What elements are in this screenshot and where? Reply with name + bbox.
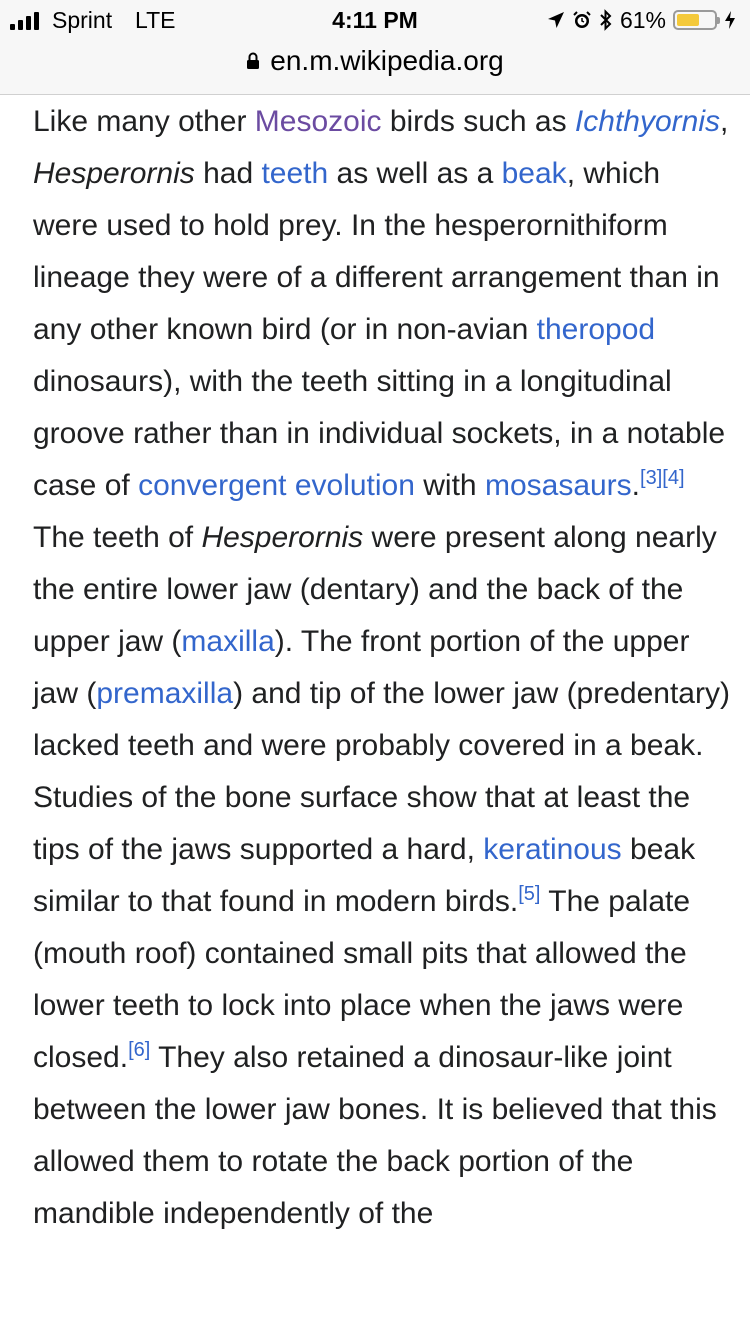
citation-ref	[518, 883, 540, 905]
link-convergent-evolution[interactable]: convergent evolution	[138, 469, 415, 502]
location-arrow-icon	[547, 11, 565, 29]
link-teeth[interactable]: teeth	[261, 157, 329, 190]
text-span: The teeth of	[33, 521, 202, 554]
url-text[interactable]: en.m.wikipedia.org	[270, 45, 504, 76]
link-keratinous[interactable]: keratinous	[483, 833, 622, 866]
link-mosasaurs[interactable]: mosasaurs	[484, 469, 632, 502]
text-span: beak similar to that found in modern birds.	[33, 833, 696, 918]
text-span: They also retained a dinosaur-like joint between the lower jaw bones. It is believed that this allowed them to rotate the back portion of the mandible independently of the	[33, 1041, 717, 1230]
address-bar[interactable]	[0, 40, 750, 82]
text-span: ,	[720, 105, 729, 138]
link-ichthyornis[interactable]: Ichthyornis	[574, 105, 720, 138]
text-span: .	[631, 469, 641, 502]
link-theropod[interactable]: theropod	[536, 313, 656, 346]
status-time: 4:11 PM	[332, 7, 418, 33]
network-type: LTE	[135, 7, 176, 33]
text-span: as well as a	[328, 157, 502, 190]
text-span: ). The front portion of the upper jaw (	[33, 625, 690, 710]
charging-bolt-icon	[724, 10, 736, 30]
battery-level-fill	[677, 14, 699, 26]
italic-hesperornis: Hesperornis	[33, 157, 195, 190]
link-premaxilla[interactable]: premaxilla	[96, 677, 234, 710]
text-span: with	[414, 469, 485, 502]
citation-ref	[128, 1039, 150, 1061]
status-icons	[547, 6, 736, 34]
lock-icon	[246, 52, 260, 70]
text-span: ) and tip of the lower jaw (predentary) lacked teeth and were probably covered in a beak. Studies of the bone surface show that at least the tips of the jaws supported a hard,	[33, 677, 730, 866]
text-span: The palate (mouth roof) contained small pits that allowed the lower teeth to lock into place when the jaws were closed.	[33, 885, 691, 1074]
bluetooth-icon	[599, 9, 613, 31]
citation-link-3[interactable]: [3]	[640, 467, 663, 489]
text-span: were present along nearly the entire lower jaw (dentary) and the back of the upper jaw (	[33, 521, 717, 658]
citation-ref	[640, 467, 685, 489]
browser-top-bar	[0, 0, 750, 95]
battery-icon	[673, 10, 717, 30]
citation-link-5[interactable]: [5]	[518, 883, 541, 905]
battery-percentage: 61%	[619, 6, 666, 33]
status-bar	[0, 0, 750, 40]
citation-link-6[interactable]: [6]	[128, 1039, 151, 1061]
link-maxilla[interactable]: maxilla	[181, 625, 275, 658]
link-beak[interactable]: beak	[501, 157, 567, 190]
carrier-name: Sprint	[52, 7, 113, 33]
article-paragraph	[33, 96, 733, 1240]
text-span: , which were used to hold prey. In the hesperornithiform lineage they were of a different arrangement than in any other known bird (or in non-avian	[33, 157, 720, 346]
text-span: birds such as	[381, 105, 575, 138]
alarm-icon	[572, 10, 592, 30]
text-span: dinosaurs), with the teeth sitting in a longitudinal groove rather than in individual sockets, in a notable case of	[33, 365, 726, 502]
italic-hesperornis: Hesperornis	[201, 521, 364, 554]
citation-link-4[interactable]: [4]	[662, 467, 685, 489]
text-span: Like many other	[33, 105, 255, 138]
text-span: had	[194, 157, 262, 190]
article-content	[33, 96, 733, 1240]
link-mesozoic[interactable]: Mesozoic	[254, 105, 382, 138]
